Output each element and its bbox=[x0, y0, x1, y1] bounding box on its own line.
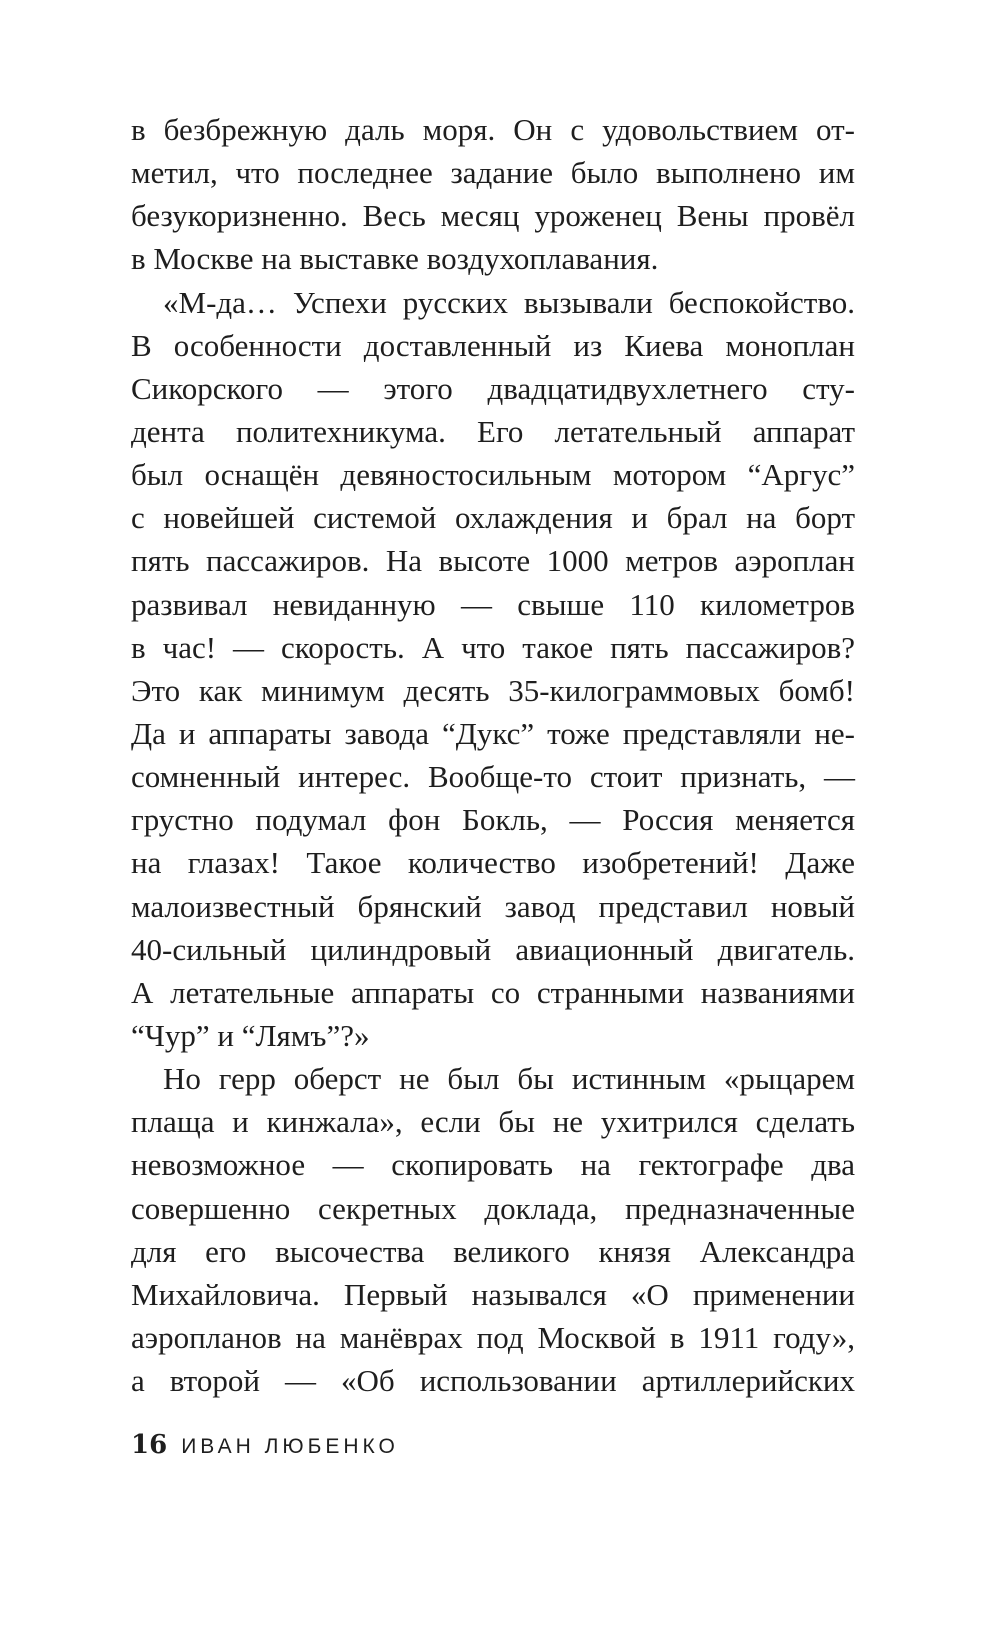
text-line: аэропланов на манёврах под Москвой в 1911 году», bbox=[131, 1319, 855, 1355]
text-line: на глазах! Такое количество изобретений! Даже bbox=[131, 845, 855, 881]
text-line: Да и аппараты завода “Дукс” тоже представляли не- bbox=[131, 715, 855, 751]
body-text bbox=[131, 108, 855, 1402]
page-number: 16 bbox=[131, 1430, 168, 1460]
page-footer bbox=[131, 1425, 399, 1465]
text-line: невозможное — скопировать на гектографе два bbox=[131, 1147, 855, 1183]
text-line: дента политехникума. Его летательный аппарат bbox=[131, 413, 855, 449]
text-line: А летательные аппараты со странными названиями bbox=[131, 974, 855, 1010]
text-line: “Чур” и “Лямъ”?» bbox=[131, 1017, 370, 1053]
text-line: «М-да… Успехи русских вызывали беспокойство. bbox=[163, 284, 855, 320]
text-line: 40-сильный цилиндровый авиационный двигатель. bbox=[131, 931, 855, 967]
text-line: для его высочества великого князя Александра bbox=[131, 1233, 855, 1269]
text-line: Это как минимум десять 35-килограммовых бомб! bbox=[131, 672, 855, 708]
text-line: грустно подумал фон Бокль, — Россия меняется bbox=[131, 802, 855, 838]
text-line: в безбрежную даль моря. Он с удовольствием от- bbox=[131, 112, 855, 147]
text-line: метил, что последнее задание было выполнено им bbox=[131, 155, 855, 191]
text-line: был оснащён девяностосильным мотором “Аргус” bbox=[131, 457, 855, 493]
text-line: В особенности доставленный из Киева моноплан bbox=[131, 327, 855, 363]
text-line: пять пассажиров. На высоте 1000 метров аэроплан bbox=[131, 543, 855, 579]
text-line: в Москве на выставке воздухоплавания. bbox=[131, 241, 659, 277]
text-line: Сикорского — этого двадцатидвухлетнего сту- bbox=[131, 370, 855, 406]
text-line: безукоризненно. Весь месяц уроженец Вены провёл bbox=[131, 198, 855, 234]
text-line: а второй — «Об использовании артиллерийских bbox=[131, 1363, 855, 1399]
text-line: плаща и кинжала», если бы не ухитрился сделать bbox=[131, 1104, 855, 1140]
text-line: совершенно секретных доклада, предназначенные bbox=[131, 1190, 855, 1226]
text-line: сомненный интерес. Вообще-то стоит признать, — bbox=[131, 759, 855, 795]
text-line: Но герр оберст не был бы истинным «рыцарем bbox=[163, 1061, 855, 1097]
text-line: развивал невиданную — свыше 110 километров bbox=[131, 586, 855, 622]
text-line: с новейшей системой охлаждения и брал на борт bbox=[131, 500, 855, 536]
text-line: малоизвестный брянский завод представил новый bbox=[131, 888, 855, 924]
text-line: в час! — скорость. А что такое пять пассажиров? bbox=[131, 629, 855, 665]
text-line: Михайловича. Первый назывался «О применении bbox=[131, 1276, 855, 1312]
author-name: ИВАН ЛЮБЕНКО bbox=[181, 1435, 399, 1458]
